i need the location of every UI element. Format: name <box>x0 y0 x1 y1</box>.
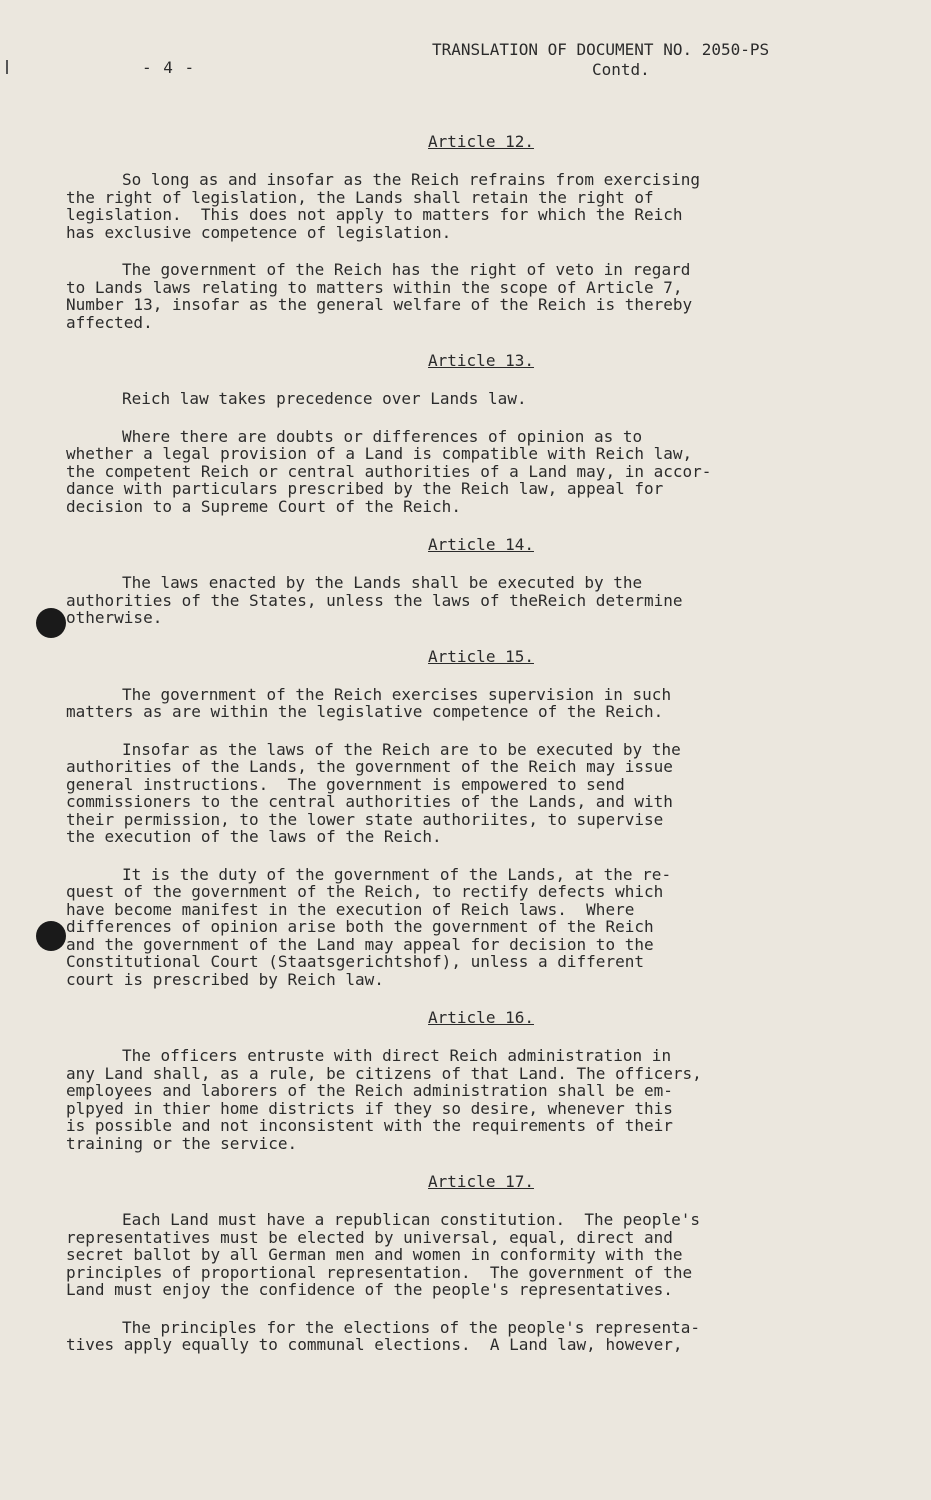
text-line: authorities of the Lands, the government of the Reich may issue <box>66 757 673 776</box>
text-line: The officers entruste with direct Reich administration in <box>122 1046 672 1065</box>
text-line: The laws enacted by the Lands shall be executed by the <box>122 573 643 592</box>
paragraph <box>66 261 856 331</box>
text-line: court is prescribed by Reich law. <box>66 969 384 989</box>
paragraph <box>66 1047 856 1152</box>
article-heading: Article 16. <box>428 1008 534 1027</box>
paragraph <box>66 390 856 408</box>
document-header <box>432 40 852 80</box>
text-line: affected. <box>66 312 153 332</box>
text-line: to Lands laws relating to matters within the scope of Article 7, <box>66 277 683 297</box>
text-line: Land must enjoy the confidence of the people's representatives. <box>66 1280 673 1299</box>
text-line: employees and laborers of the Reich administration shall be em- <box>66 1081 673 1100</box>
punch-hole-upper <box>36 608 66 638</box>
text-line: training or the service. <box>66 1133 298 1153</box>
text-line: and the government of the Land may appeal for decision to the <box>66 934 654 954</box>
text-line: legislation. This does not apply to matters for which the Reich <box>66 205 683 224</box>
text-line: Insofar as the laws of the Reich are to be executed by the <box>122 739 681 759</box>
text-line: decision to a Supreme Court of the Reich. <box>66 496 461 516</box>
margin-mark <box>6 60 8 74</box>
paragraph <box>66 1211 856 1299</box>
text-line: Reich law takes precedence over Lands law. <box>122 389 527 408</box>
text-line: dance with particulars prescribed by the Reich law, appeal for <box>66 479 664 498</box>
article-heading: Article 14. <box>428 535 534 554</box>
text-line: So long as and insofar as the Reich refrains from exercising <box>122 170 700 189</box>
text-line: the right of legislation, the Lands shall retain the right of <box>66 187 654 207</box>
paragraph <box>66 866 856 989</box>
text-line: Where there are doubts or differences of opinion as to <box>122 426 643 446</box>
text-line: is possible and not inconsistent with the requirements of their <box>66 1116 673 1135</box>
text-line: whether a legal provision of a Land is compatible with Reich law, <box>66 444 693 463</box>
text-line: tives apply equally to communal elections. A Land law, however, <box>66 1335 683 1354</box>
paragraph <box>66 1319 856 1354</box>
text-line: authorities of the States, unless the laws of theReich determine <box>66 590 683 610</box>
paragraph <box>66 171 856 241</box>
paragraph <box>66 428 856 516</box>
paragraph <box>66 741 856 846</box>
text-line: otherwise. <box>66 608 163 627</box>
text-line: plpyed in thier home districts if they so desire, whenever this <box>66 1098 673 1118</box>
text-line: general instructions. The government is empowered to send <box>66 774 625 794</box>
text-line: has exclusive competence of legislation. <box>66 222 452 242</box>
text-line: The government of the Reich has the right of veto in regard <box>122 260 691 279</box>
text-line: have become manifest in the execution of Reich laws. Where <box>66 899 635 919</box>
page-number: - 4 - <box>142 58 196 77</box>
text-line: principles of proportional representation. The government of the <box>66 1262 693 1282</box>
article-heading: Article 13. <box>428 351 534 370</box>
text-line: Each Land must have a republican constitution. The people's <box>122 1210 700 1229</box>
paragraph <box>66 686 856 721</box>
text-line: Number 13, insofar as the general welfare of the Reich is thereby <box>66 295 693 314</box>
text-line: the execution of the laws of the Reich. <box>66 827 442 846</box>
article-heading: Article 12. <box>428 132 534 151</box>
text-line: quest of the government of the Reich, to rectify defects which <box>66 882 664 901</box>
article-heading: Article 15. <box>428 646 534 666</box>
text-line: differences of opinion arise both the government of the Reich <box>66 917 654 936</box>
paragraph <box>66 574 856 627</box>
punch-hole-lower <box>36 921 66 951</box>
article-heading: Article 17. <box>428 1172 534 1191</box>
header-continued: Contd. <box>592 60 650 79</box>
text-line: The government of the Reich exercises supervision in such <box>122 684 672 704</box>
text-line: The principles for the elections of the people's representa- <box>122 1317 700 1337</box>
text-line: their permission, to the lower state authoriites, to supervise <box>66 809 664 829</box>
text-line: It is the duty of the government of the Lands, at the re- <box>122 864 672 884</box>
text-line: any Land shall, as a rule, be citizens of that Land. The officers, <box>66 1063 702 1083</box>
document-body <box>66 132 856 1374</box>
text-line: secret ballot by all German men and women in conformity with the <box>66 1245 683 1264</box>
header-title: TRANSLATION OF DOCUMENT NO. 2050-PS <box>432 40 770 59</box>
text-line: the competent Reich or central authorities of a Land may, in accor- <box>66 461 712 481</box>
text-line: commissioners to the central authorities of the Lands, and with <box>66 792 673 811</box>
text-line: matters as are within the legislative competence of the Reich. <box>66 702 664 721</box>
text-line: Constitutional Court (Staatsgerichtshof), unless a different <box>66 952 644 971</box>
text-line: representatives must be elected by universal, equal, direct and <box>66 1227 673 1247</box>
